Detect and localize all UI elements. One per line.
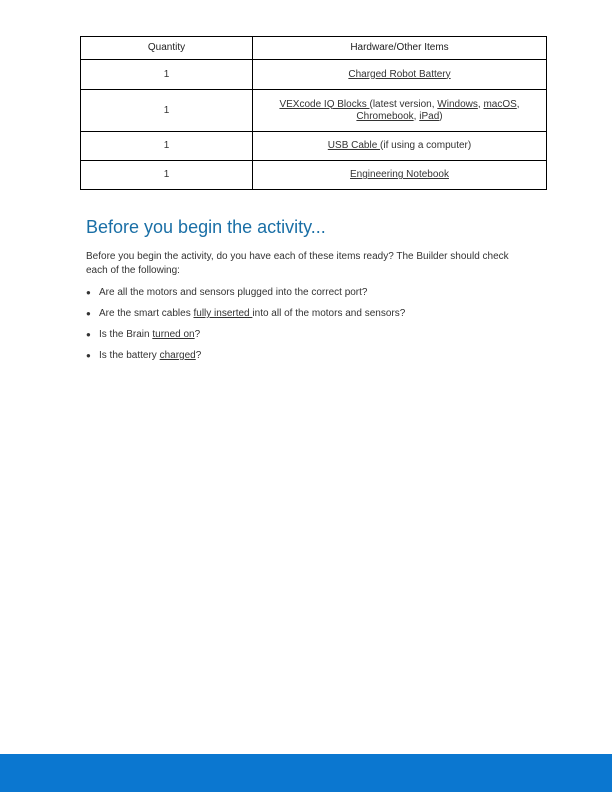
quantity-header: Quantity (81, 37, 253, 60)
list-item (86, 286, 405, 307)
list-item-text: into all of the motors and sensors? (252, 308, 406, 319)
bullet-icon: ● (86, 330, 91, 339)
ipad-link[interactable]: iPad (419, 110, 440, 122)
list-item (86, 307, 405, 328)
list-item-text: ? (195, 350, 202, 361)
table-row (81, 90, 547, 132)
item-text: ) (439, 110, 443, 122)
bullet-icon: ● (86, 288, 91, 297)
macos-link[interactable]: macOS (483, 98, 517, 110)
list-item (86, 349, 405, 370)
list-item-text: Is the Brain (99, 329, 153, 340)
list-item-text: Are all the motors and sensors plugged into the correct port? (99, 287, 368, 298)
table-row (81, 161, 547, 190)
list-item-text: ? (194, 329, 201, 340)
table-header-row (81, 37, 547, 60)
quantity-cell: 1 (81, 90, 253, 132)
quantity-cell: 1 (81, 60, 253, 90)
section-heading: Before you begin the activity... (86, 217, 326, 237)
charged-link[interactable]: charged (159, 350, 196, 361)
item-text: (if using a computer) (380, 140, 472, 151)
item-text: (latest version, (369, 98, 438, 110)
turned-on-link[interactable]: turned on (152, 329, 195, 340)
separator-text: , (516, 98, 520, 110)
intro-paragraph: Before you begin the activity, do you have each of these items ready? The Builder should check each of the following: (86, 251, 509, 276)
bullet-icon: ● (86, 351, 91, 360)
usb-cable-link[interactable]: USB Cable (327, 140, 381, 151)
item-cell (253, 60, 547, 90)
bullet-icon: ● (86, 309, 91, 318)
list-item (86, 328, 405, 349)
table-row (81, 132, 547, 161)
quantity-cell: 1 (81, 161, 253, 190)
windows-link[interactable]: Windows (437, 98, 478, 110)
checklist (86, 286, 405, 370)
item-cell (253, 90, 547, 132)
separator-text: , (413, 110, 420, 122)
item-cell (253, 161, 547, 190)
quantity-cell: 1 (81, 132, 253, 161)
hardware-table (80, 36, 547, 190)
fully-inserted-link[interactable]: fully inserted (193, 308, 253, 319)
list-item-text: Are the smart cables (99, 308, 194, 319)
charged-robot-battery-link[interactable]: Charged Robot Battery (348, 68, 451, 80)
list-item-text: Is the battery (99, 350, 160, 361)
footer-bar (0, 754, 612, 792)
separator-text: , (477, 98, 484, 110)
item-cell (253, 132, 547, 161)
engineering-notebook-link[interactable]: Engineering Notebook (350, 169, 449, 180)
table-row (81, 60, 547, 90)
chromebook-link[interactable]: Chromebook (356, 110, 414, 122)
items-header: Hardware/Other Items (253, 37, 547, 60)
vexcode-iq-blocks-link[interactable]: VEXcode IQ Blocks (279, 98, 370, 110)
